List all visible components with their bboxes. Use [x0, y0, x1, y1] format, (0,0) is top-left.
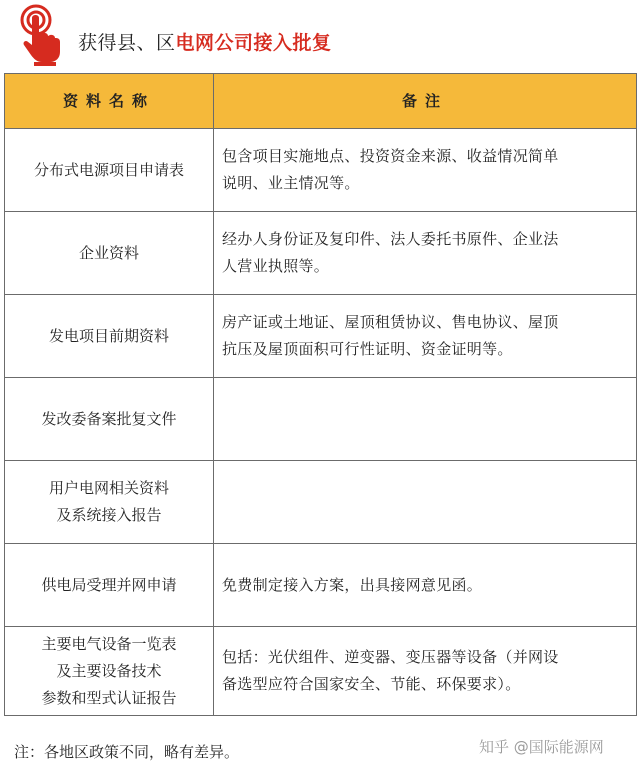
materials-table — [4, 73, 637, 716]
column-header-name: 资料名称 — [5, 74, 214, 129]
cell-name-line: 企业资料 — [78, 243, 139, 262]
cell-name — [5, 627, 214, 716]
cell-name — [5, 129, 214, 212]
table-header-row — [5, 74, 637, 129]
cell-note — [214, 378, 637, 461]
cell-name-line: 供电局受理并网申请 — [41, 575, 177, 594]
cell-name-line: 及系统接入报告 — [56, 506, 162, 524]
table-row — [5, 461, 637, 544]
cell-name-line: 用户电网相关资料 — [48, 479, 169, 497]
table-row — [5, 129, 637, 212]
header — [0, 0, 640, 66]
cell-note-line: 备选型应符合国家安全、节能、环保要求）。 — [222, 675, 521, 693]
touch-hand-icon — [14, 4, 62, 66]
title-text: 获得县、区 — [78, 32, 176, 54]
cell-note-line: 经办人身份证及复印件、法人委托书原件、企业法 — [222, 230, 559, 248]
cell-name — [5, 295, 214, 378]
title-highlight: 电网公司接入批复 — [175, 32, 332, 54]
cell-note-line: 免费制定接入方案，出具接网意见函。 — [222, 575, 483, 594]
footnote: 注：各地区政策不同，略有差异。 — [14, 743, 240, 761]
cell-name-line: 发改委备案批复文件 — [41, 409, 177, 428]
table-row — [5, 544, 637, 627]
cell-note-line: 抗压及屋顶面积可行性证明、资金证明等。 — [222, 340, 513, 358]
cell-name-line: 主要电气设备一览表 — [41, 634, 177, 653]
cell-name — [5, 461, 214, 544]
cell-note — [214, 129, 637, 212]
cell-note — [214, 544, 637, 627]
cell-note — [214, 295, 637, 378]
cell-name-line: 分布式电源项目申请表 — [33, 160, 184, 179]
cell-name-line: 参数和型式认证报告 — [41, 688, 177, 707]
cell-note-line: 包含项目实施地点、投资资金来源、收益情况简单 — [222, 147, 559, 165]
table-row — [5, 295, 637, 378]
table-row — [5, 212, 637, 295]
cell-note — [214, 627, 637, 716]
cell-note-line: 包括：光伏组件、逆变器、变压器等设备（并网设 — [222, 648, 559, 666]
page-title — [78, 28, 332, 55]
table-row — [5, 627, 637, 716]
column-header-note: 备注 — [214, 74, 637, 129]
cell-note — [214, 212, 637, 295]
cell-note-line: 房产证或土地证、屋顶租赁协议、售电协议、屋顶 — [222, 313, 559, 331]
cell-name-line: 及主要设备技术 — [56, 661, 162, 680]
table-row — [5, 378, 637, 461]
cell-note-line: 说明、业主情况等。 — [222, 174, 360, 192]
cell-name — [5, 544, 214, 627]
cell-name — [5, 212, 214, 295]
cell-note — [214, 461, 637, 544]
cell-note-line: 人营业执照等。 — [222, 257, 330, 275]
cell-name — [5, 378, 214, 461]
cell-name-line: 发电项目前期资料 — [48, 326, 169, 345]
watermark: 知乎 @国际能源网 — [479, 738, 604, 756]
